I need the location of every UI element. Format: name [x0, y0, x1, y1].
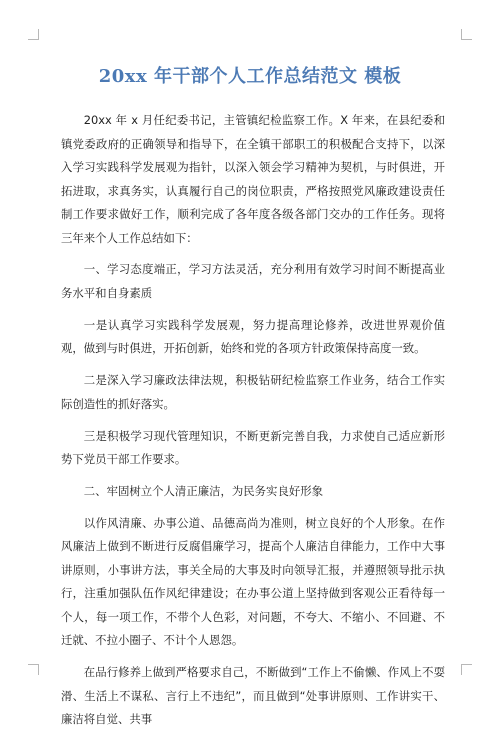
- section-heading-1: 一、学习态度端正，学习方法灵活，充分利用有效学习时间不断提高业务水平和自身素质: [61, 262, 445, 300]
- paragraph: 三是积极学习现代管理知识，不断更新完善自我，力求使自己适应新形势下党员干部工作要求。: [61, 428, 445, 467]
- paragraph: 以作风清廉、办事公道、品德高尚为准则，树立良好的个人形象。在作风廉洁上做到不断进行反腐倡廉学习，提高个人廉洁自律能力，工作中大事讲原则，小事讲方法，事关全局的大事及时向领导汇报，并遵照领导批示执行，注重加强队伍作风纪律建设；在办事公道上坚持做到客观公正看待每一个人，每一项工作，不带个人色彩，对问题，不夸大、不缩小、不回避、不迁就、不拉小圈子、不计个人恩怨。: [61, 515, 445, 648]
- paragraph: 在品行修养上做到严格要求自己，不断做到“工作上不偷懒、作风上不耍滑、生活上不谋私、言行上不违纪”，而且做到“处事讲原则、工作讲实干、廉洁将自觉、共事: [61, 665, 445, 727]
- section-heading-2: 二、牢固树立个人清正廉洁，为民务实良好形象: [83, 483, 324, 498]
- crop-mark-bottom-left: [28, 664, 39, 675]
- crop-mark-top-left: [28, 29, 39, 40]
- document-body: [61, 109, 445, 740]
- paragraph: 二是深入学习廉政法律法规，积极钻研纪检监察工作业务，结合工作实际创造性的抓好落实。: [61, 373, 445, 411]
- crop-mark-top-right: [461, 29, 472, 40]
- crop-mark-bottom-right: [461, 664, 472, 675]
- paragraph-intro: 20xx 年 x 月任纪委书记，主管镇纪检监察工作。X 年来，在县纪委和镇党委政府的正确领导和指导下，在全镇干部职工的积极配合支持下，以深入学习实践科学发展观为指针，以深入领会学习精神为契机，与时俱进，开拓进取，求真务实，认真履行自己的岗位职责，严格按照党风廉政建设责任制工作要求做好工作，顺利完成了各年度各级各部门交办的工作任务。现将三年来个人工作总结如下：: [61, 113, 445, 245]
- paragraph: 一是认真学习实践科学发展观，努力提高理论修养，改进世界观价值观，做到与时俱进，开拓创新，始终和党的各项方针政策保持高度一致。: [61, 317, 445, 356]
- document-title: 20xx 年干部个人工作总结范文 模板: [98, 66, 402, 87]
